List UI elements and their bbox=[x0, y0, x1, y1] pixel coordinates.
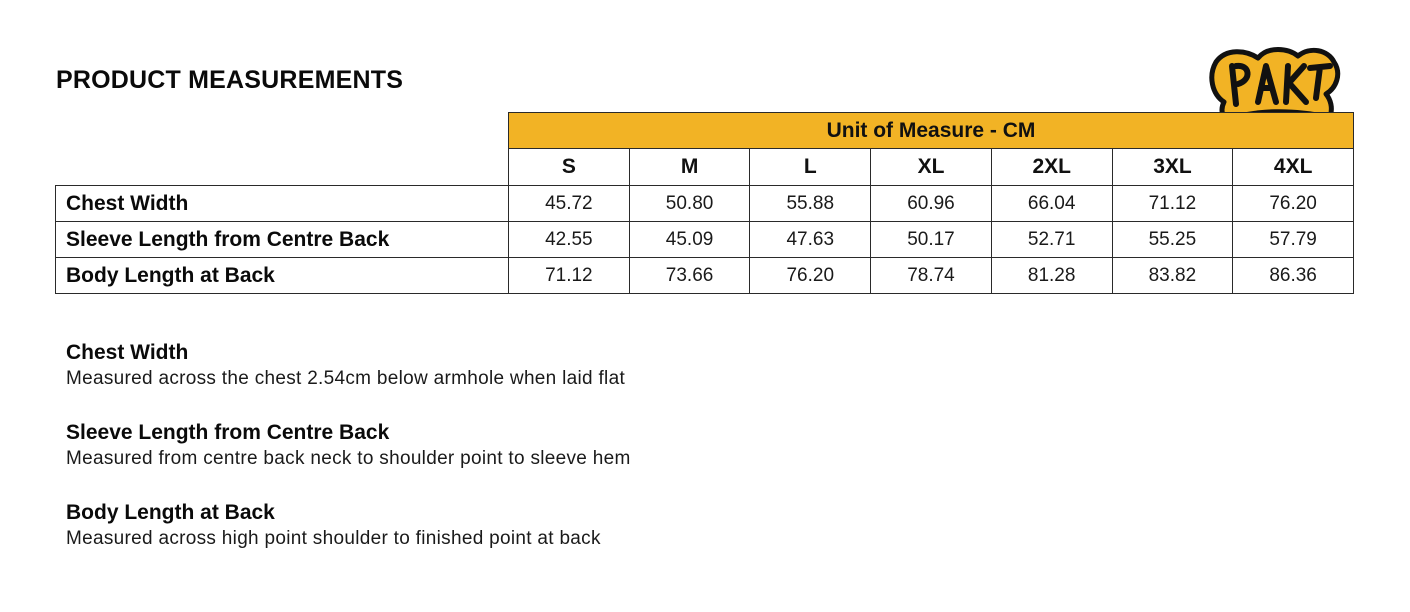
size-header-cell: L bbox=[750, 148, 871, 186]
measurements-table bbox=[55, 185, 1354, 294]
measurement-cell: 57.79 bbox=[1233, 222, 1354, 258]
measurement-cell: 52.71 bbox=[991, 222, 1112, 258]
definition-term: Chest Width bbox=[66, 341, 189, 364]
measurement-cell: 71.12 bbox=[1112, 186, 1233, 222]
measurement-cell: 45.09 bbox=[629, 222, 750, 258]
definition-description: Measured across the chest 2.54cm below armhole when laid flat bbox=[66, 368, 626, 389]
measurement-cell: 45.72 bbox=[509, 186, 630, 222]
measurement-cell: 73.66 bbox=[629, 258, 750, 294]
row-label: Body Length at Back bbox=[56, 258, 509, 294]
size-header-cell: 2XL bbox=[992, 148, 1113, 186]
definition-item bbox=[66, 340, 966, 392]
measurement-cell: 76.20 bbox=[1233, 186, 1354, 222]
measurement-cell: 71.12 bbox=[509, 258, 630, 294]
table-row bbox=[56, 258, 1354, 294]
size-header-cell: S bbox=[509, 148, 630, 186]
measurement-cell: 42.55 bbox=[509, 222, 630, 258]
row-label: Sleeve Length from Centre Back bbox=[56, 222, 509, 258]
definition-item bbox=[66, 500, 966, 552]
measurement-cell: 83.82 bbox=[1112, 258, 1233, 294]
measurement-cell: 66.04 bbox=[991, 186, 1112, 222]
measurement-cell: 55.25 bbox=[1112, 222, 1233, 258]
page-title: PRODUCT MEASUREMENTS bbox=[56, 66, 404, 94]
definition-item bbox=[66, 420, 966, 472]
size-header-cell: 3XL bbox=[1113, 148, 1234, 186]
measurement-cell: 47.63 bbox=[750, 222, 871, 258]
definition-term: Body Length at Back bbox=[66, 501, 275, 524]
measurement-cell: 50.80 bbox=[629, 186, 750, 222]
measurement-cell: 55.88 bbox=[750, 186, 871, 222]
size-header-cell: XL bbox=[871, 148, 992, 186]
size-header-cell: M bbox=[630, 148, 751, 186]
table-row bbox=[56, 222, 1354, 258]
measurement-cell: 78.74 bbox=[871, 258, 992, 294]
size-header-row bbox=[508, 148, 1354, 186]
table-row bbox=[56, 186, 1354, 222]
size-header-cell: 4XL bbox=[1233, 148, 1354, 186]
measurement-cell: 76.20 bbox=[750, 258, 871, 294]
measurement-cell: 50.17 bbox=[871, 222, 992, 258]
definition-term: Sleeve Length from Centre Back bbox=[66, 421, 390, 444]
definition-description: Measured from centre back neck to shoulder point to sleeve hem bbox=[66, 448, 631, 469]
measurement-definitions bbox=[66, 340, 966, 580]
definition-description: Measured across high point shoulder to finished point at back bbox=[66, 528, 601, 549]
measurement-cell: 81.28 bbox=[991, 258, 1112, 294]
row-label: Chest Width bbox=[56, 186, 509, 222]
measurement-cell: 60.96 bbox=[871, 186, 992, 222]
unit-of-measure-header: Unit of Measure - CM bbox=[508, 112, 1354, 149]
measurement-cell: 86.36 bbox=[1233, 258, 1354, 294]
